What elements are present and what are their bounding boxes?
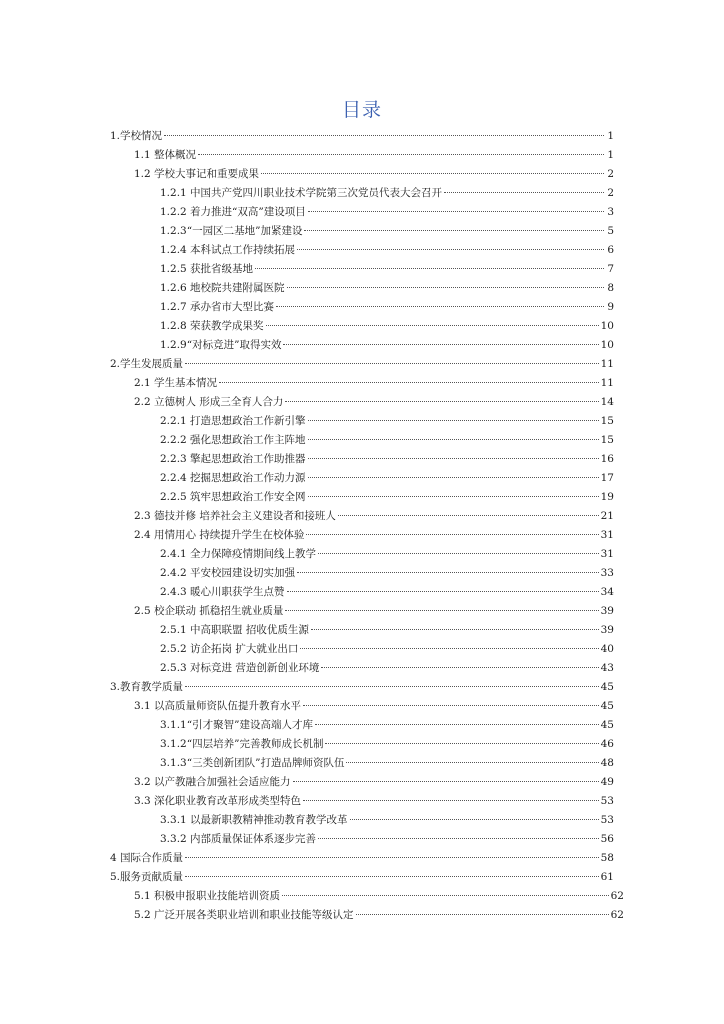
- toc-entry-title: 2.3 德技并修 培养社会主义建设者和接班人: [134, 510, 336, 522]
- toc-entry-page-number: 62: [610, 909, 624, 921]
- dot-leader: [276, 306, 604, 307]
- toc-entry-title: 1.2.6 地校院共建附属医院: [160, 282, 285, 294]
- toc-entry-title: 1.2.5 获批省级基地: [160, 263, 254, 275]
- toc-entry-level-3[interactable]: [110, 431, 614, 450]
- toc-entry-page-number: 62: [610, 890, 624, 902]
- toc-entry-page-number: 15: [600, 434, 614, 446]
- toc-entry-level-3[interactable]: [110, 564, 614, 583]
- toc-entry-level-3[interactable]: [110, 545, 614, 564]
- toc-entry-title: 2.4 用情用心 持续提升学生在校体验: [134, 529, 305, 541]
- toc-entry-page-number: 45: [600, 681, 614, 693]
- toc-entry-page-number: 10: [600, 320, 614, 332]
- toc-entry-page-number: 11: [600, 377, 614, 389]
- toc-entry-level-1[interactable]: [110, 355, 614, 374]
- dot-leader: [306, 534, 598, 535]
- toc-entry-page-number: 3: [607, 206, 614, 218]
- dot-leader: [304, 230, 604, 231]
- toc-entry-level-3[interactable]: [110, 754, 614, 773]
- toc-entry-level-1[interactable]: [110, 678, 614, 697]
- toc-entry-level-3[interactable]: [110, 203, 614, 222]
- toc-entry-title: 1.2.7 承办省市大型比赛: [160, 301, 275, 313]
- toc-entry-level-3[interactable]: [110, 336, 614, 355]
- toc-entry-level-2[interactable]: [110, 773, 614, 792]
- toc-entry-page-number: 6: [607, 244, 614, 256]
- toc-entry-page-number: 5: [607, 225, 614, 237]
- toc-entry-title: 5.服务贡献质量: [110, 871, 184, 883]
- toc-entry-page-number: 11: [600, 358, 614, 370]
- toc-entry-title: 1.1 整体概况: [134, 149, 197, 161]
- toc-entry-title: 2.2.4 挖掘思想政治工作动力源: [160, 472, 306, 484]
- dot-leader: [346, 762, 598, 763]
- toc-entry-page-number: 2: [607, 187, 614, 199]
- dot-leader: [444, 192, 604, 193]
- dot-leader: [185, 363, 599, 364]
- toc-entry-page-number: 39: [600, 605, 614, 617]
- toc-entry-title: 1.2.4 本科试点工作持续拓展: [160, 244, 296, 256]
- toc-entry-title: 2.4.1 全力保障疫情期间线上教学: [160, 548, 317, 560]
- dot-leader: [300, 648, 598, 649]
- toc-entry-page-number: 21: [600, 510, 614, 522]
- dot-leader: [185, 876, 599, 877]
- dot-leader: [219, 382, 599, 383]
- toc-entry-level-3[interactable]: [110, 317, 614, 336]
- dot-leader: [297, 572, 599, 573]
- dot-leader: [338, 515, 599, 516]
- toc-entry-title: 3.1.2“四层培养”完善教师成长机制: [160, 738, 324, 750]
- dot-leader: [285, 401, 598, 402]
- toc-entry-page-number: 61: [600, 871, 614, 883]
- dot-leader: [303, 705, 599, 706]
- toc-entry-title: 1.2.8 荣获教学成果奖: [160, 320, 264, 332]
- toc-entry-page-number: 33: [600, 567, 614, 579]
- toc-entry-level-2[interactable]: [110, 146, 614, 165]
- toc-entry-page-number: 31: [600, 548, 614, 560]
- dot-leader: [297, 249, 604, 250]
- toc-entry-title: 3.1.3“三类创新团队”打造品牌师资队伍: [160, 757, 345, 769]
- toc-entry-level-3[interactable]: [110, 488, 614, 507]
- toc-entry-title: 3.3.2 内部质量保证体系逐步完善: [160, 833, 317, 845]
- dot-leader: [255, 268, 604, 269]
- toc-entry-page-number: 43: [600, 662, 614, 674]
- dot-leader: [261, 173, 604, 174]
- toc-entry-title: 1.2.2 着力推进“双高”建设项目: [160, 206, 306, 218]
- toc-entry-title: 2.4.2 平安校园建设切实加强: [160, 567, 296, 579]
- toc-entry-page-number: 34: [600, 586, 614, 598]
- toc-entry-level-3[interactable]: [110, 640, 614, 659]
- toc-entry-page-number: 14: [600, 396, 614, 408]
- dot-leader: [350, 819, 599, 820]
- dot-leader: [315, 724, 599, 725]
- toc-entry-title: 3.3 深化职业教育改革形成类型特色: [134, 795, 302, 807]
- toc-entry-title: 2.5.3 对标竞进 营造创新创业环境: [160, 662, 320, 674]
- toc-entry-title: 2.2.2 强化思想政治工作主阵地: [160, 434, 306, 446]
- dot-leader: [198, 154, 604, 155]
- toc-entry-page-number: 46: [600, 738, 614, 750]
- dot-leader: [308, 496, 599, 497]
- dot-leader: [164, 135, 604, 136]
- toc-entry-level-3[interactable]: [110, 184, 614, 203]
- toc-entry-level-3[interactable]: [110, 241, 614, 260]
- dot-leader: [308, 477, 599, 478]
- toc-entry-page-number: 15: [600, 415, 614, 427]
- toc-entry-title: 1.2.3“一园区二基地”加紧建设: [160, 225, 303, 237]
- toc-entry-level-2[interactable]: [110, 526, 614, 545]
- toc-entry-title: 4 国际合作质量: [110, 852, 184, 864]
- toc-entry-level-3[interactable]: [110, 279, 614, 298]
- dot-leader: [283, 344, 598, 345]
- dot-leader: [266, 325, 599, 326]
- toc-entry-level-3[interactable]: [110, 260, 614, 279]
- toc-entry-page-number: 31: [600, 529, 614, 541]
- dot-leader: [318, 838, 599, 839]
- toc-entry-page-number: 45: [600, 719, 614, 731]
- dot-leader: [308, 458, 599, 459]
- toc-entry-level-2[interactable]: [110, 165, 614, 184]
- dot-leader: [287, 287, 604, 288]
- dot-leader: [287, 591, 599, 592]
- toc-entry-title: 2.5.2 访企拓岗 扩大就业出口: [160, 643, 299, 655]
- toc-entry-title: 2.学生发展质量: [110, 358, 184, 370]
- toc-entry-title: 2.2.5 筑牢思想政治工作安全网: [160, 491, 306, 503]
- toc-entry-level-3[interactable]: [110, 830, 614, 849]
- toc-entry-title: 3.3.1 以最新职教精神推动教育教学改革: [160, 814, 348, 826]
- toc-entry-level-2[interactable]: [110, 906, 624, 925]
- toc-entry-title: 1.2 学校大事记和重要成果: [134, 168, 260, 180]
- toc-entry-page-number: 1: [607, 130, 614, 142]
- toc-entry-page-number: 56: [600, 833, 614, 845]
- dot-leader: [308, 211, 604, 212]
- toc-entry-page-number: 53: [600, 814, 614, 826]
- toc-entry-level-2[interactable]: [110, 507, 614, 526]
- toc-entry-title: 2.2.1 打造思想政治工作新引擎: [160, 415, 306, 427]
- dot-leader: [318, 553, 599, 554]
- toc-entry-page-number: 45: [600, 700, 614, 712]
- toc-entry-page-number: 39: [600, 624, 614, 636]
- toc-entry-title: 1.2.9“对标竞进”取得实效: [160, 339, 282, 351]
- toc-entry-level-2[interactable]: [110, 602, 614, 621]
- toc-entry-level-1[interactable]: [110, 849, 614, 868]
- dot-leader: [308, 420, 599, 421]
- toc-title: 目录: [341, 99, 382, 121]
- table-of-contents: [110, 127, 624, 925]
- toc-entry-level-3[interactable]: [110, 811, 614, 830]
- toc-entry-level-3[interactable]: [110, 716, 614, 735]
- dot-leader: [185, 686, 599, 687]
- toc-entry-title: 2.5.1 中高职联盟 招收优质生源: [160, 624, 309, 636]
- toc-entry-level-2[interactable]: [110, 374, 614, 393]
- dot-leader: [285, 610, 598, 611]
- toc-entry-title: 3.2 以产教融合加强社会适应能力: [134, 776, 291, 788]
- dot-leader: [308, 439, 599, 440]
- toc-entry-level-1[interactable]: [110, 868, 614, 887]
- toc-entry-title: 5.1 积极申报职业技能培训资质: [134, 890, 281, 902]
- toc-entry-page-number: 2: [607, 168, 614, 180]
- dot-leader: [303, 800, 599, 801]
- toc-entry-level-3[interactable]: [110, 735, 614, 754]
- dot-leader: [321, 667, 598, 668]
- toc-entry-level-3[interactable]: [110, 621, 614, 640]
- toc-entry-title: 1.学校情况: [110, 130, 163, 142]
- toc-entry-page-number: 9: [607, 301, 614, 313]
- dot-leader: [293, 781, 599, 782]
- toc-entry-page-number: 58: [600, 852, 614, 864]
- toc-entry-level-3[interactable]: [110, 659, 614, 678]
- toc-entry-level-1[interactable]: [110, 127, 614, 146]
- toc-entry-title: 2.4.3 暖心川职获学生点赞: [160, 586, 285, 598]
- toc-entry-level-3[interactable]: [110, 222, 614, 241]
- toc-entry-level-3[interactable]: [110, 469, 614, 488]
- toc-entry-level-3[interactable]: [110, 583, 614, 602]
- toc-entry-title: 2.2.3 擎起思想政治工作助推器: [160, 453, 306, 465]
- toc-entry-title: 2.5 校企联动 抓稳招生就业质量: [134, 605, 284, 617]
- dot-leader: [185, 857, 599, 858]
- dot-leader: [356, 914, 609, 915]
- toc-entry-page-number: 16: [600, 453, 614, 465]
- toc-entry-level-3[interactable]: [110, 298, 614, 317]
- toc-entry-page-number: 48: [600, 757, 614, 769]
- toc-entry-title: 3.1.1“引才聚智”建设高端人才库: [160, 719, 313, 731]
- toc-entry-page-number: 7: [607, 263, 614, 275]
- toc-entry-level-2[interactable]: [110, 792, 614, 811]
- toc-entry-page-number: 17: [600, 472, 614, 484]
- toc-entry-page-number: 8: [607, 282, 614, 294]
- toc-entry-title: 1.2.1 中国共产党四川职业技术学院第三次党员代表大会召开: [160, 187, 443, 199]
- toc-entry-level-2[interactable]: [110, 393, 614, 412]
- toc-entry-level-2[interactable]: [110, 887, 624, 906]
- dot-leader: [311, 629, 599, 630]
- toc-entry-title: 2.1 学生基本情况: [134, 377, 218, 389]
- toc-entry-page-number: 40: [600, 643, 614, 655]
- toc-entry-page-number: 19: [600, 491, 614, 503]
- toc-entry-title: 5.2 广泛开展各类职业培训和职业技能等级认定: [134, 909, 354, 921]
- toc-entry-title: 3.1 以高质量师资队伍提升教育水平: [134, 700, 302, 712]
- toc-entry-page-number: 10: [600, 339, 614, 351]
- toc-entry-page-number: 53: [600, 795, 614, 807]
- toc-entry-level-3[interactable]: [110, 412, 614, 431]
- toc-entry-level-3[interactable]: [110, 450, 614, 469]
- toc-entry-page-number: 49: [600, 776, 614, 788]
- dot-leader: [282, 895, 609, 896]
- toc-entry-level-2[interactable]: [110, 697, 614, 716]
- toc-entry-page-number: 1: [607, 149, 614, 161]
- dot-leader: [325, 743, 598, 744]
- toc-entry-title: 3.教育教学质量: [110, 681, 184, 693]
- toc-entry-title: 2.2 立德树人 形成三全育人合力: [134, 396, 284, 408]
